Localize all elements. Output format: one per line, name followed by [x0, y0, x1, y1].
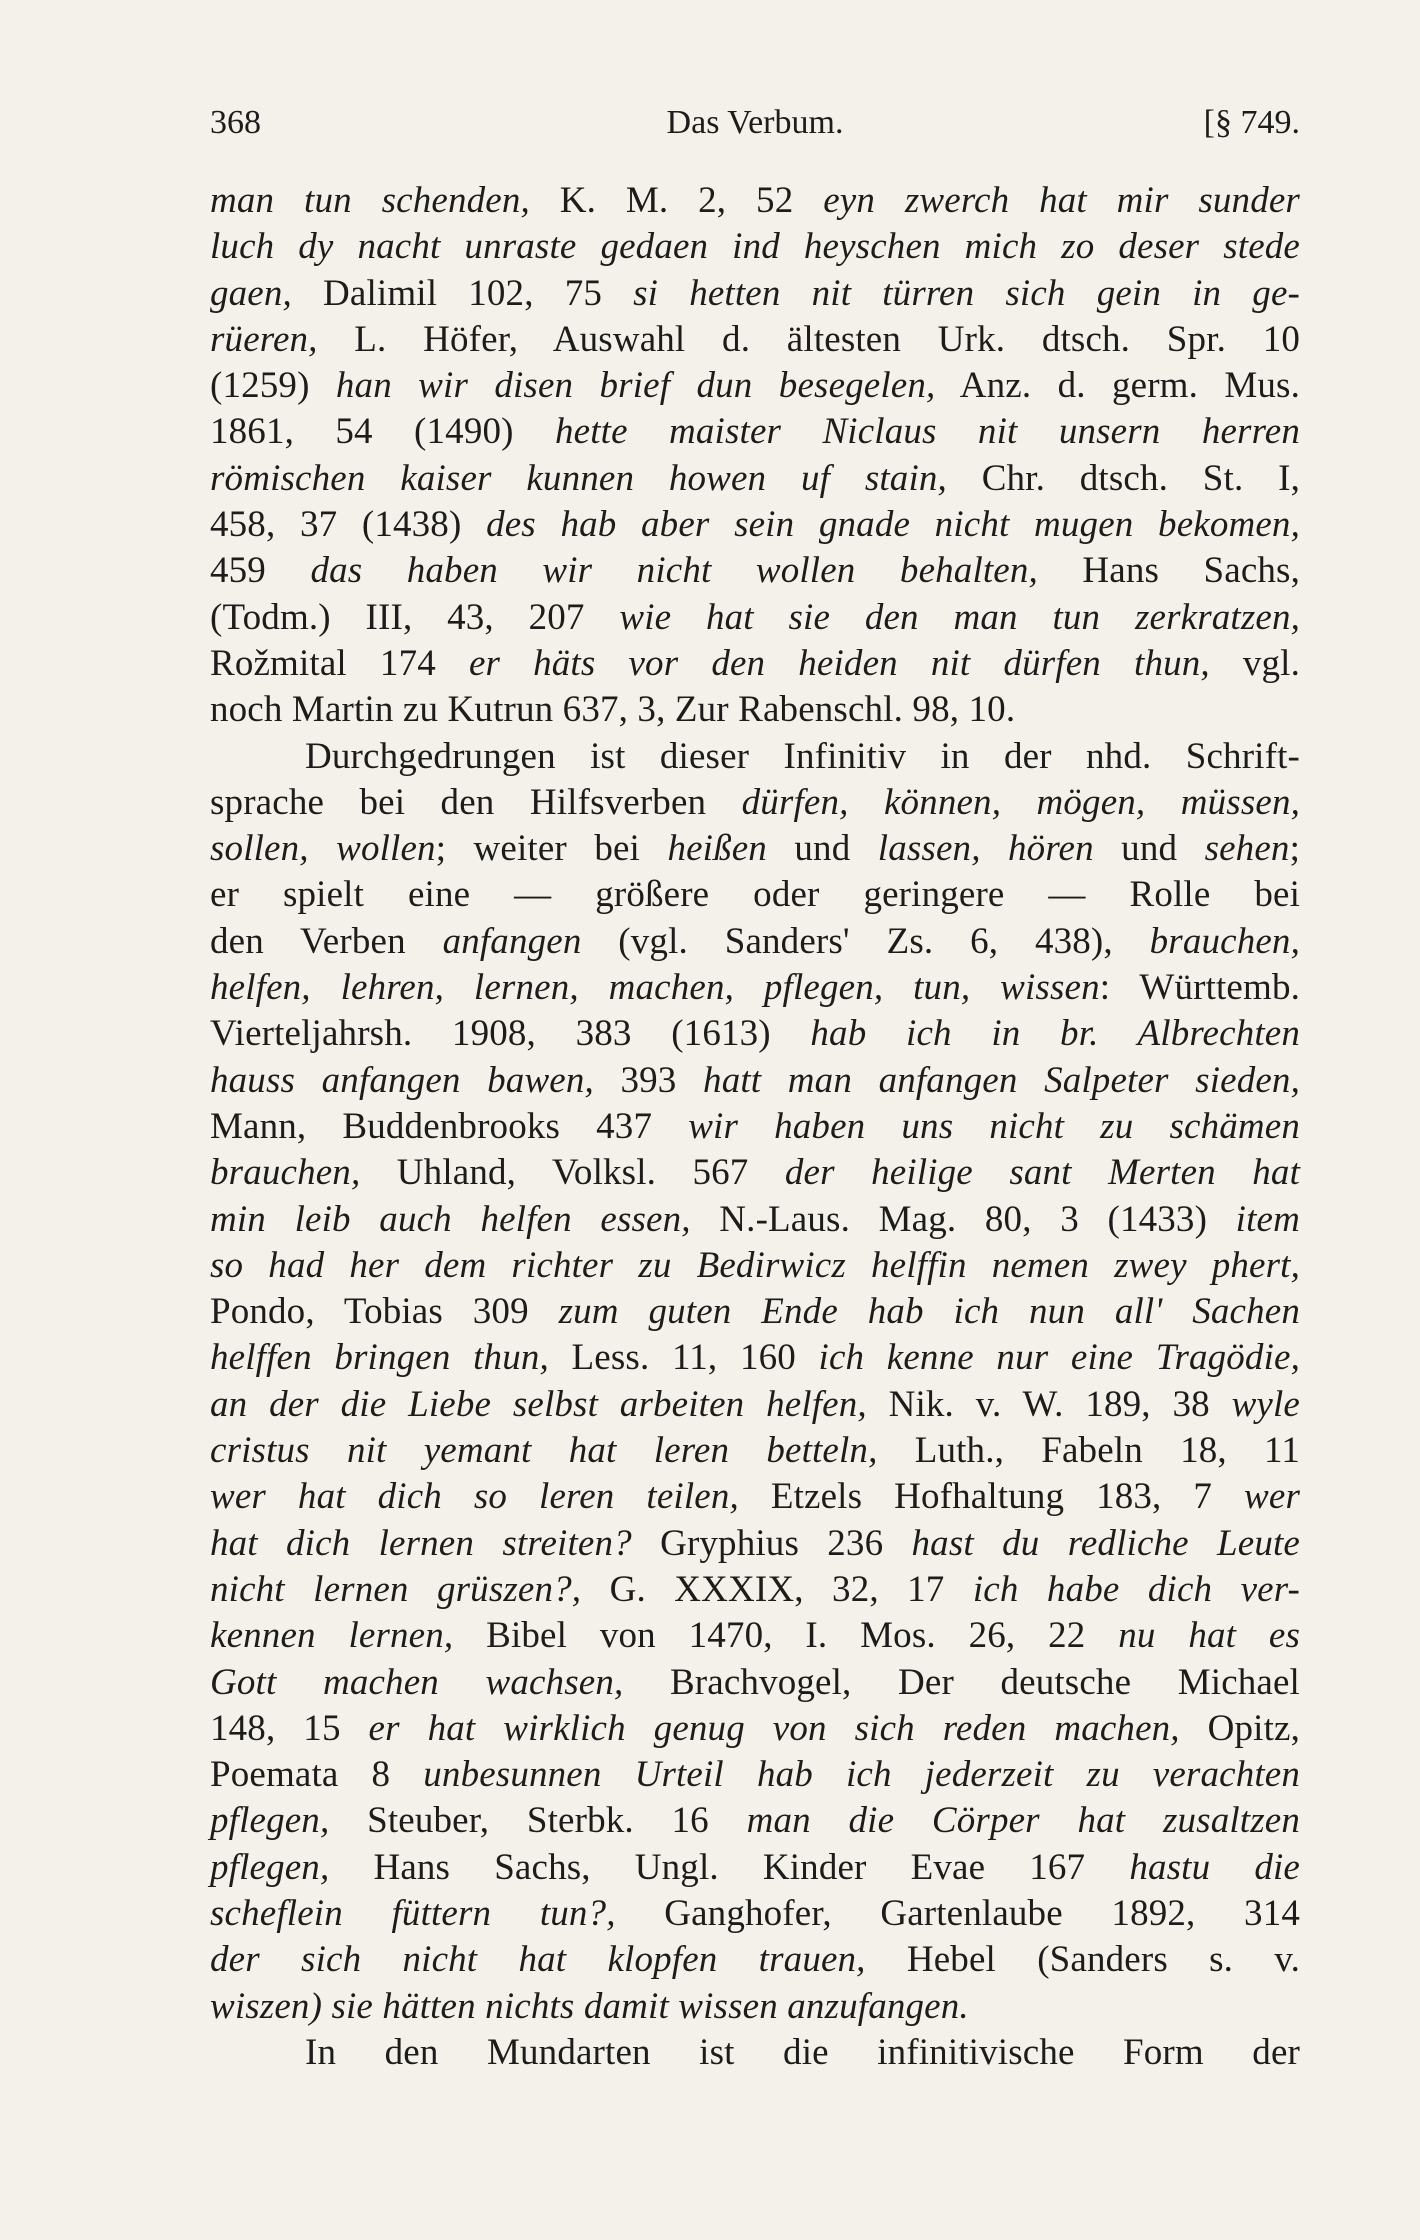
text-line: den Verben anfangen (vgl. Sanders' Zs. 6, 438), brauchen,	[210, 920, 1300, 962]
text-line: rüeren, L. Höfer, Auswahl d. ältesten Urk. dtsch. Spr. 10	[210, 318, 1300, 360]
text-line: min leib auch helfen essen, N.-Laus. Mag. 80, 3 (1433) item	[210, 1198, 1300, 1240]
text-line: Mann, Buddenbrooks 437 wir haben uns nicht zu schämen	[210, 1105, 1300, 1147]
text-line: brauchen, Uhland, Volksl. 567 der heilige sant Merten hat	[210, 1152, 1300, 1194]
running-title: Das Verbum.	[666, 104, 844, 141]
text-line: er spielt eine — größere oder geringere — Rolle bei	[210, 874, 1300, 916]
text-line: Poemata 8 unbesunnen Urteil hab ich jederzeit zu verachten	[210, 1754, 1301, 1796]
text-line: Rožmital 174 er häts vor den heiden nit dürfen thun, vgl.	[210, 642, 1300, 684]
page-number: 368	[210, 104, 261, 141]
section-marker: [§ 749.	[1203, 104, 1300, 141]
body-text	[210, 178, 1300, 2076]
text-line: hat dich lernen streiten? Gryphius 236 hast du redliche Leute	[210, 1522, 1300, 1564]
text-line: Durchgedrungen ist dieser Infinitiv in der nhd. Schrift-	[305, 735, 1300, 777]
text-line: römischen kaiser kunnen howen uf stain, Chr. dtsch. St. I,	[210, 457, 1300, 499]
text-line: cristus nit yemant hat leren betteln, Luth., Fabeln 18, 11	[210, 1430, 1300, 1472]
text-line: man tun schenden, K. M. 2, 52 eyn zwerch hat mir sunder	[210, 180, 1300, 221]
text-line: helffen bringen thun, Less. 11, 160 ich kenne nur eine Tragödie,	[210, 1337, 1300, 1379]
text-line: (Todm.) III, 43, 207 wie hat sie den man tun zerkratzen,	[210, 596, 1301, 638]
text-line: luch dy nacht unraste gedaen ind heyschen mich zo deser stede	[210, 226, 1300, 268]
text-line: pflegen, Hans Sachs, Ungl. Kinder Evae 167 hastu die	[210, 1846, 1300, 1888]
text-line: pflegen, Steuber, Sterbk. 16 man die Cörper hat zusaltzen	[210, 1800, 1301, 1842]
text-line: (1259) han wir disen brief dun besegelen, Anz. d. germ. Mus.	[210, 365, 1300, 407]
text-line: kennen lernen, Bibel von 1470, I. Mos. 26, 22 nu hat es	[210, 1615, 1300, 1657]
text-line: 148, 15 er hat wirklich genug von sich reden machen, Opitz,	[210, 1707, 1300, 1749]
text-line: 1861, 54 (1490) hette maister Niclaus nit unsern herren	[210, 411, 1300, 453]
text-line: so had her dem richter zu Bedirwicz helffin nemen zwey phert,	[210, 1244, 1300, 1286]
text-line: hauss anfangen bawen, 393 hatt man anfangen Salpeter sieden,	[210, 1059, 1300, 1101]
page-header	[210, 100, 1300, 146]
text-line: noch Martin zu Kutrun 637, 3, Zur Rabenschl. 98, 10.	[210, 689, 1016, 731]
text-line: Vierteljahrsh. 1908, 383 (1613) hab ich in br. Albrechten	[210, 1013, 1300, 1055]
text-line: gaen, Dalimil 102, 75 si hetten nit türren sich gein in ge-	[210, 272, 1300, 314]
text-line: 459 das haben wir nicht wollen behalten, Hans Sachs,	[210, 550, 1300, 592]
text-line: an der die Liebe selbst arbeiten helfen, Nik. v. W. 189, 38 wyle	[210, 1383, 1300, 1425]
text-line: Pondo, Tobias 309 zum guten Ende hab ich nun all' Sachen	[210, 1291, 1300, 1333]
text-line: wiszen) sie hätten nichts damit wissen anzufangen.	[210, 1985, 969, 2027]
text-line: In den Mundarten ist die infinitivische Form der	[305, 2031, 1300, 2073]
text-line: helfen, lehren, lernen, machen, pflegen, tun, wissen: Württemb.	[210, 967, 1300, 1009]
text-line: Gott machen wachsen, Brachvogel, Der deutsche Michael	[210, 1661, 1300, 1703]
text-line: sollen, wollen; weiter bei heißen und lassen, hören und sehen;	[210, 828, 1300, 870]
text-line: sprache bei den Hilfsverben dürfen, können, mögen, müssen,	[210, 781, 1301, 823]
text-line: wer hat dich so leren teilen, Etzels Hofhaltung 183, 7 wer	[210, 1476, 1300, 1518]
text-line: scheflein füttern tun?, Ganghofer, Gartenlaube 1892, 314	[210, 1892, 1300, 1934]
text-line: 458, 37 (1438) des hab aber sein gnade nicht mugen bekomen,	[210, 504, 1300, 546]
text-line: nicht lernen grüszen?, G. XXXIX, 32, 17 ich habe dich ver-	[210, 1568, 1300, 1610]
text-line: der sich nicht hat klopfen trauen, Hebel (Sanders s. v.	[210, 1939, 1300, 1981]
